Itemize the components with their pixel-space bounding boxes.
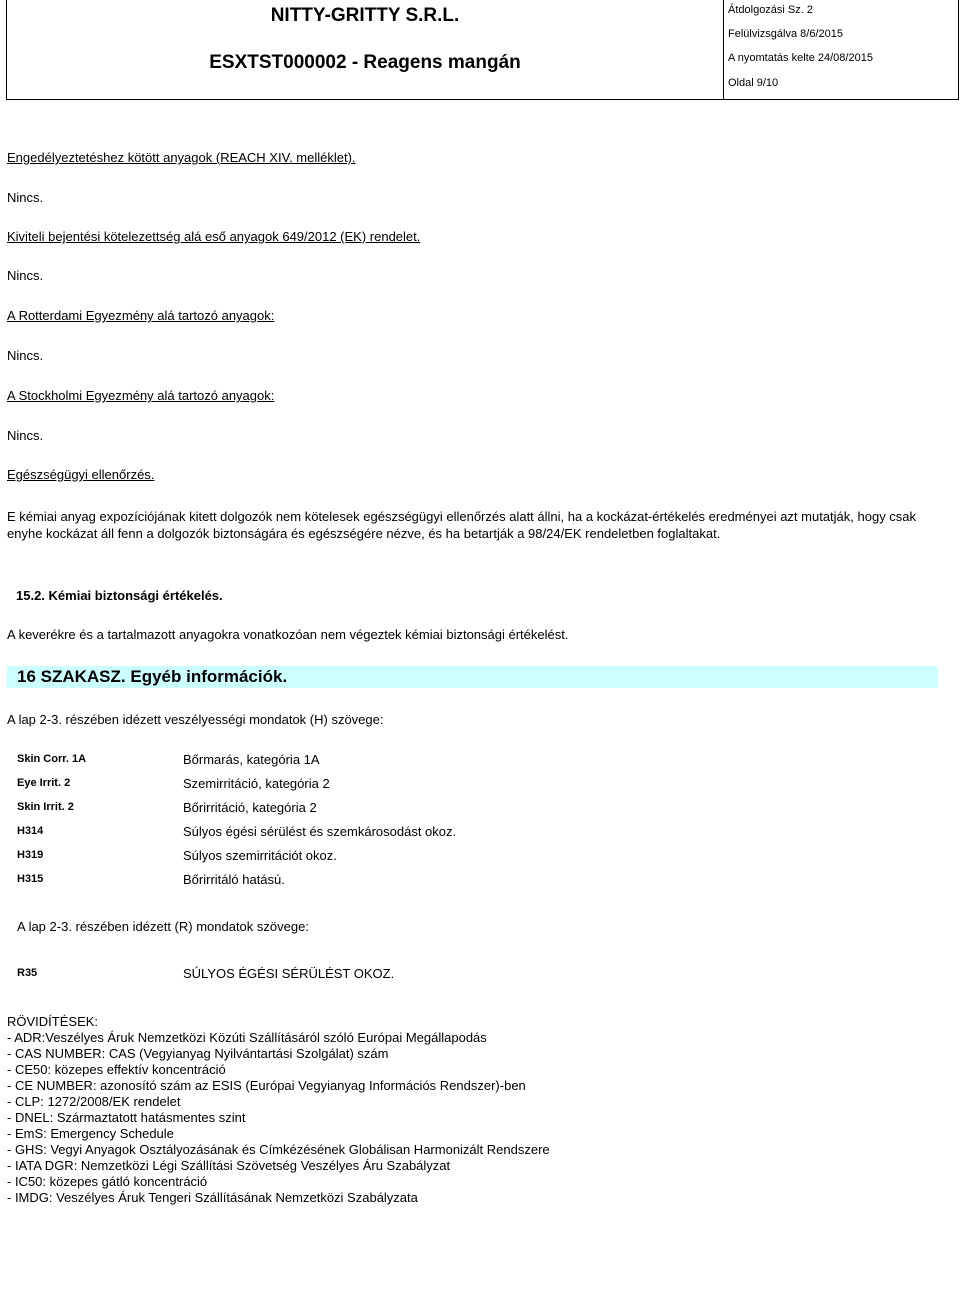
review-date: Felülvizsgálva 8/6/2015 [728,28,843,40]
export-value: Nincs. [7,268,44,283]
r-statements-intro: A lap 2-3. részében idézett (R) mondatok szövege: [17,919,309,934]
h-statements-intro: A lap 2-3. részében idézett veszélyességi mondatok (H) szövege: [7,712,384,727]
r-code: R35 [17,967,38,979]
list-item: - CE50: közepes effektív koncentráció [7,1062,226,1077]
list-item: - IMDG: Veszélyes Áruk Tengeri Szállításának Nemzetközi Szabályzata [7,1190,418,1205]
health-paragraph: E kémiai anyag expozíciójának kitett dolgozók nem kötelesek egészségügyi ellenőrzés alatt állni, ha a kockázat-értékelés eredményei azt mutatják, hogy csak enyhe kockázat áll fenn a dolgozók biztonságára és egészségére nézve, és ha betartják a 98/24/EK rendeletben foglaltakat. [7,509,917,541]
rotterdam-value: Nincs. [7,348,44,363]
list-item: - IATA DGR: Nemzetközi Légi Szállítási Szövetség Veszélyes Áru Szabályzat [7,1158,451,1173]
list-item: - EmS: Emergency Schedule [7,1126,174,1141]
list-item: - IC50: közepes gátló koncentráció [7,1174,208,1189]
list-item: - ADR:Veszélyes Áruk Nemzetközi Közúti Szállításáról szóló Európai Megállapodás [7,1030,487,1045]
h-text: Súlyos égési sérülést és szemkárosodást okoz. [183,824,457,839]
h-text: Bőrmarás, kategória 1A [183,752,320,767]
revision-number: Átdolgozási Sz. 2 [728,4,813,16]
list-item: - CLP: 1272/2008/EK rendelet [7,1094,181,1109]
list-item: - GHS: Vegyi Anyagok Osztályozásának és Címkézésének Globálisan Harmonizált Rendszere [7,1142,550,1157]
abbreviations-title: RÖVIDÍTÉSEK: [7,1014,99,1029]
section-16-title: 16 SZAKASZ. Egyéb információk. [17,667,288,686]
h-code: Skin Irrit. 2 [17,801,74,813]
h-code: H315 [17,873,44,885]
subsection-title: 15.2. Kémiai biztonsági értékelés. [16,588,223,603]
list-item: - CE NUMBER: azonosító szám az ESIS (Európai Vegyianyag Információs Rendszer)-ben [7,1078,526,1093]
h-text: Bőrirritáció, kategória 2 [183,800,317,815]
product-title: ESXTST000002 - Reagens mangán [209,52,521,73]
list-item: - DNEL: Származtatott hatásmentes szint [7,1110,246,1125]
export-title: Kiviteli bejentési kötelezettség alá eső anyagok 649/2012 (EK) rendelet. [7,229,421,244]
page-number: Oldal 9/10 [728,77,779,89]
h-code: H314 [17,825,44,837]
header-divider [723,0,724,99]
rotterdam-title: A Rotterdami Egyezmény alá tartozó anyagok: [7,308,275,323]
health-title: Egészségügyi ellenőrzés. [7,467,155,482]
stockholm-value: Nincs. [7,428,44,443]
h-code: Eye Irrit. 2 [17,777,71,789]
stockholm-title: A Stockholmi Egyezmény alá tartozó anyagok: [7,388,275,403]
h-code: Skin Corr. 1A [17,753,87,765]
h-text: Szemirritáció, kategória 2 [183,776,330,791]
section-16-header [7,666,938,688]
document-header [6,0,959,100]
reach-value: Nincs. [7,190,44,205]
r-text: SÚLYOS ÉGÉSI SÉRÜLÉST OKOZ. [183,966,395,981]
reach-title: Engedélyeztetéshez kötött anyagok (REACH XIV. melléklet). [7,150,356,165]
list-item: - CAS NUMBER: CAS (Vegyianyag Nyilvántartási Szolgálat) szám [7,1046,389,1061]
abbreviations-list [7,1014,550,1206]
h-text: Súlyos szemirritációt okoz. [183,848,337,863]
h-text: Bőrirritáló hatású. [183,872,285,887]
print-date: A nyomtatás kelte 24/08/2015 [728,52,873,64]
company-name: NITTY-GRITTY S.R.L. [270,5,460,26]
subsection-text: A keverékre és a tartalmazott anyagokra vonatkozóan nem végeztek kémiai biztonsági értékelést. [7,627,569,642]
h-code: H319 [17,849,44,861]
